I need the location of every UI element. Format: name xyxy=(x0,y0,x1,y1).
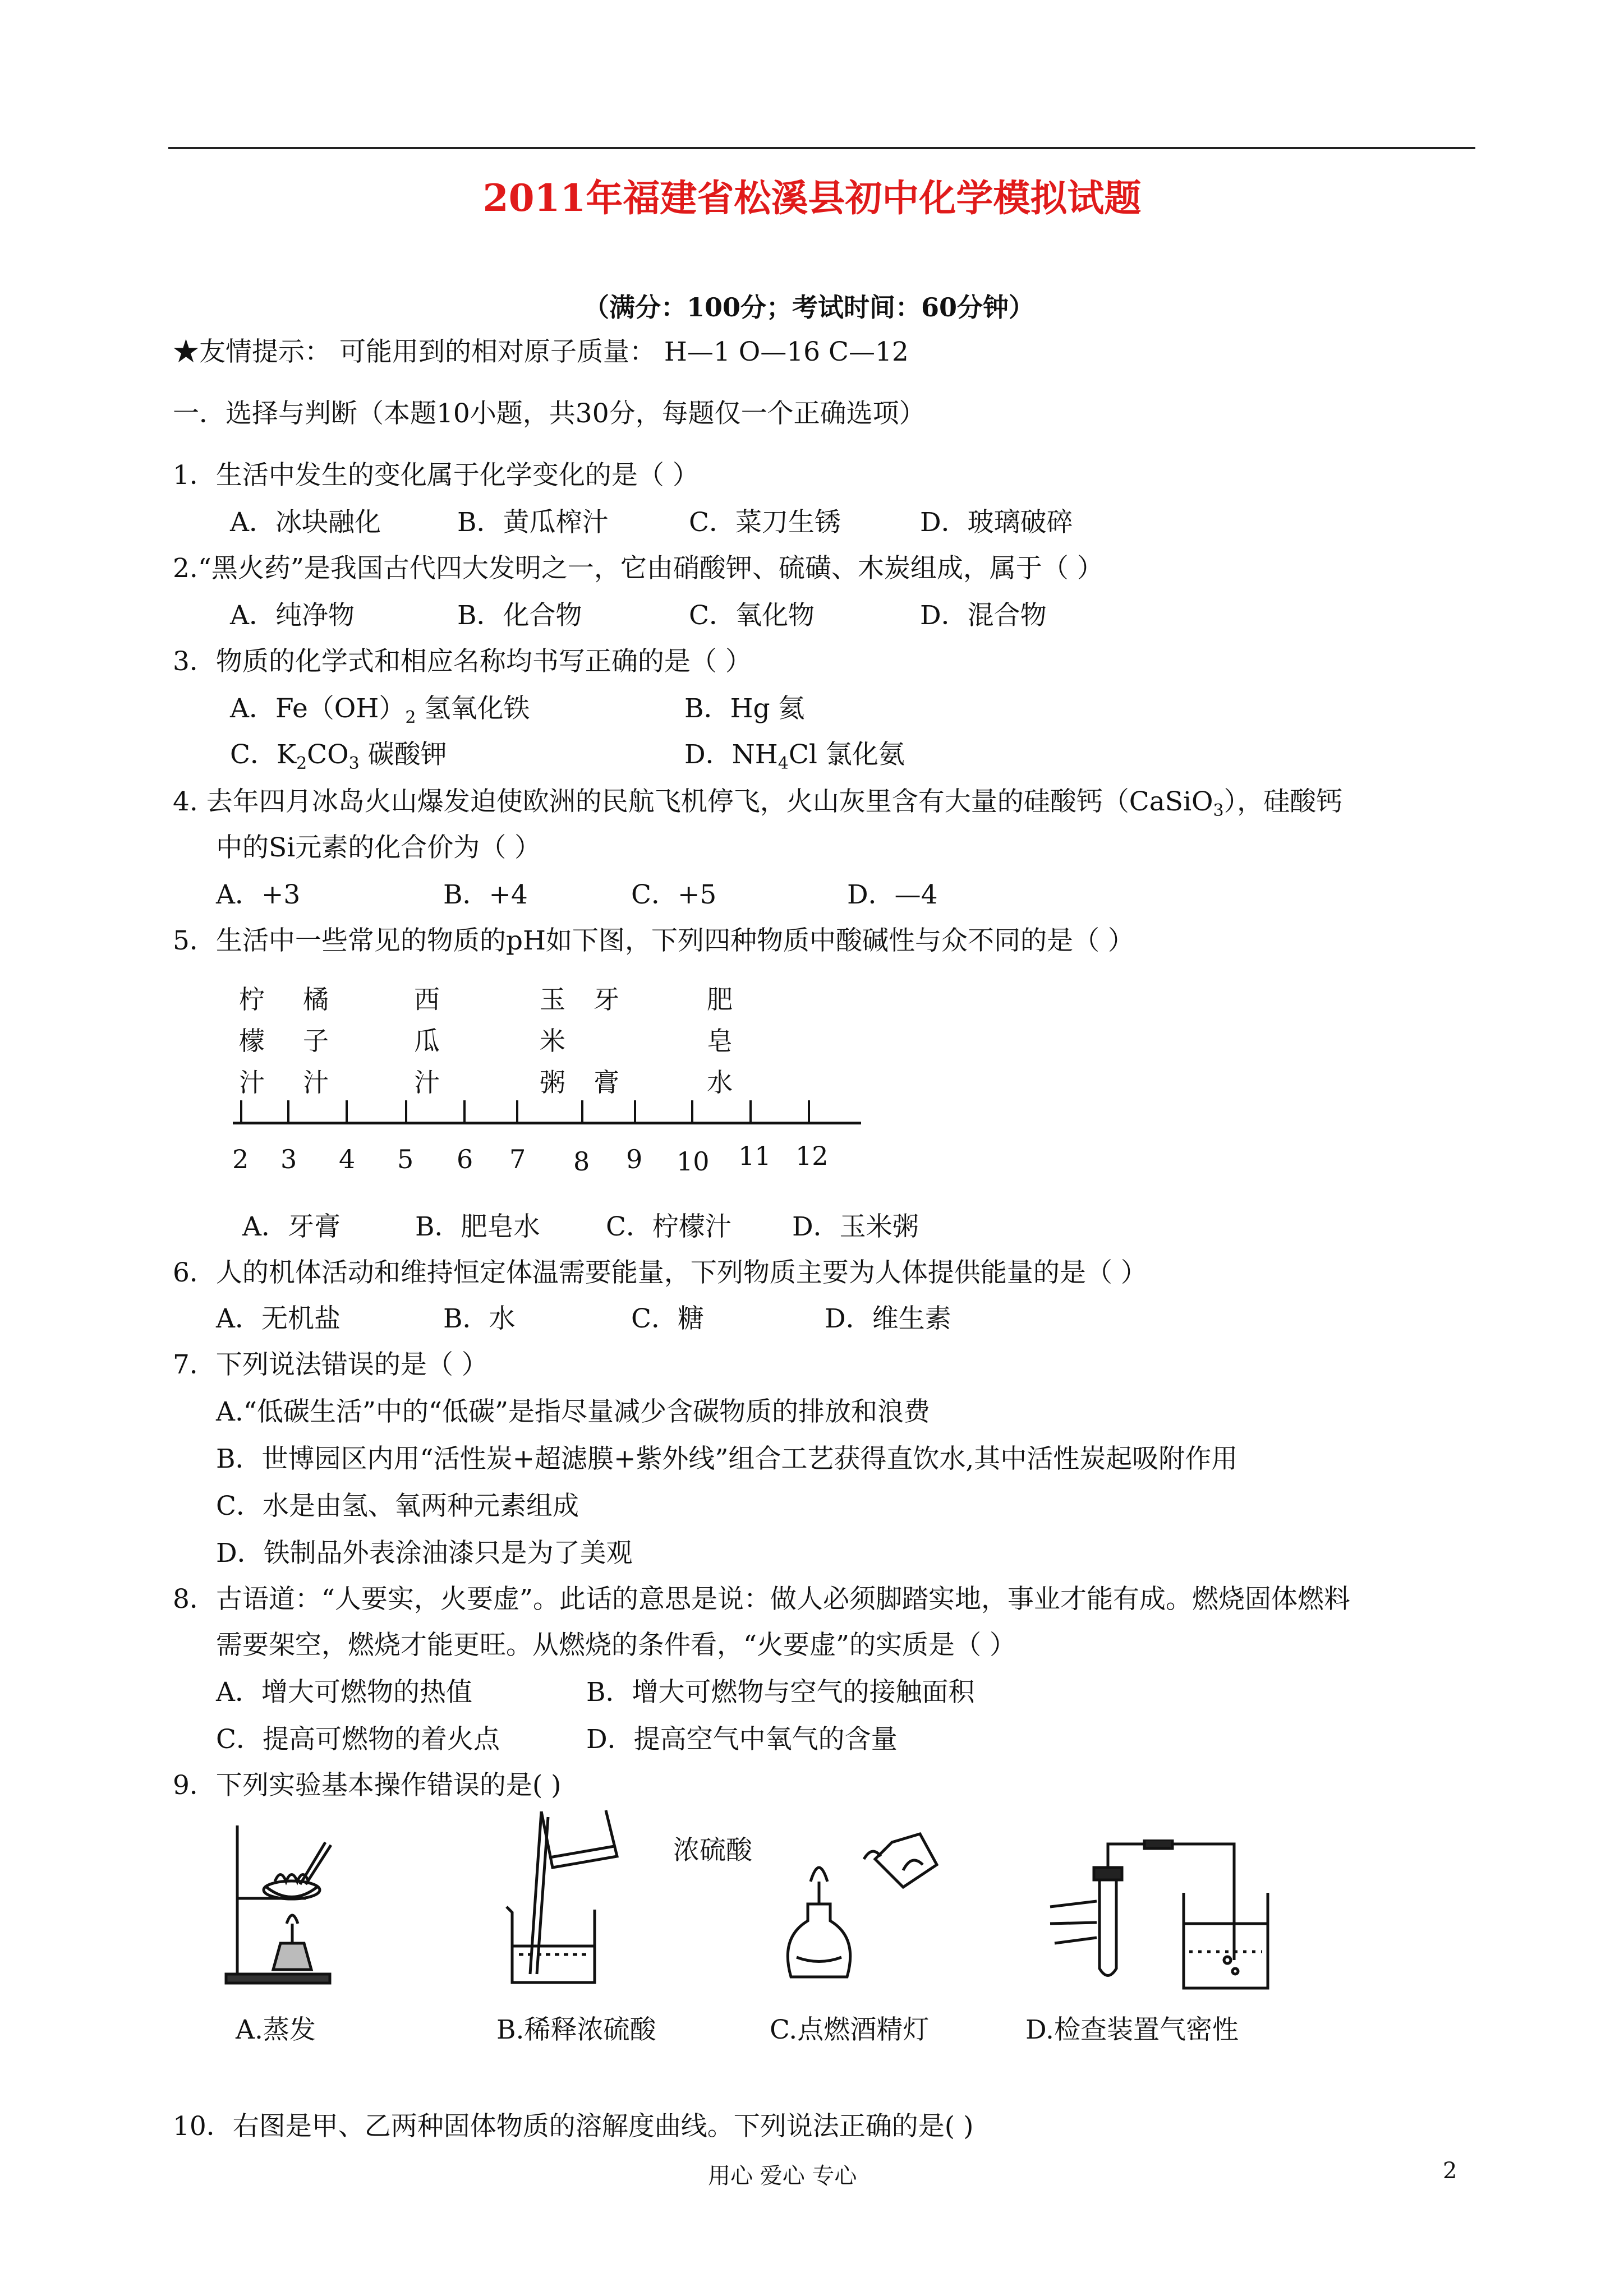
ph-label-watermelon-1: 西 xyxy=(414,984,440,1015)
q5-option-c: C．柠檬汁 xyxy=(606,1211,732,1242)
ph-tick xyxy=(749,1100,752,1123)
q2-option-c: C．氧化物 xyxy=(689,600,815,631)
q7-stem: 7．下列说法错误的是（ ） xyxy=(173,1349,488,1380)
ph-label-watermelon-2: 瓜 xyxy=(414,1026,440,1056)
ph-label-watermelon-3: 汁 xyxy=(414,1067,440,1098)
ph-label-toothpaste-1: 牙 xyxy=(594,984,619,1015)
ph-tick-label: 5 xyxy=(397,1144,414,1174)
ph-tick-label: 12 xyxy=(795,1141,829,1171)
q6-option-c: C．糖 xyxy=(631,1303,704,1334)
ph-label-orange-1: 橘 xyxy=(303,984,329,1015)
q3-option-c: C．$K_2CO_3$ 碳酸钾 xyxy=(230,739,447,773)
ph-tick xyxy=(463,1100,466,1123)
q1-option-b: B．黄瓜榨汁 xyxy=(457,507,609,538)
ph-label-soap-3: 水 xyxy=(707,1067,733,1098)
q8-option-b: B．增大可燃物与空气的接触面积 xyxy=(586,1677,975,1708)
page-number: 2 xyxy=(1443,2158,1457,2184)
q2-option-d: D．混合物 xyxy=(920,600,1047,631)
ph-label-lemon-2: 檬 xyxy=(239,1026,265,1056)
q9-caption-c: C.点燃酒精灯 xyxy=(770,2014,930,2045)
ph-tick xyxy=(581,1100,583,1123)
q8-option-a: A．增大可燃物的热值 xyxy=(216,1677,472,1708)
q4-option-b: B．+4 xyxy=(443,879,528,910)
dilute-acid-figure xyxy=(496,1806,676,1991)
q4-option-d: D．—4 xyxy=(847,879,938,910)
q5-option-d: D．玉米粥 xyxy=(792,1211,919,1242)
q9-caption-d: D.检查装置气密性 xyxy=(1025,2014,1239,2045)
tip-line: ★友情提示： 可能用到的相对原子质量： H—1 O—16 C—12 xyxy=(173,336,909,367)
ph-label-toothpaste-3: 膏 xyxy=(594,1067,619,1098)
header-rule xyxy=(168,147,1475,149)
q3-option-a: A．$Fe(OH)_2$ 氢氧化铁 xyxy=(230,693,530,727)
q8-stem-line2: 需要架空，燃烧才能更旺。从燃烧的条件看，“火要虚”的实质是（ ） xyxy=(216,1630,1016,1661)
q2-stem: 2.“黑火药”是我国古代四大发明之一，它由硝酸钾、硫磺、木炭组成，属于（ ） xyxy=(173,553,1103,584)
ph-tick xyxy=(405,1100,407,1123)
ph-tick-label: 8 xyxy=(573,1146,590,1177)
q8-stem-line1: 8．古语道：“人要实，火要虚”。此话的意思是说：做人必须脚踏实地，事业才能有成。燃烧固体燃料 xyxy=(173,1584,1350,1615)
ph-tick-label: 7 xyxy=(509,1144,526,1174)
q8-option-d: D．提高空气中氧气的含量 xyxy=(586,1724,898,1755)
airtightness-check-figure xyxy=(1049,1839,1285,1997)
q1-option-d: D．玻璃破碎 xyxy=(920,507,1073,538)
q6-option-d: D．维生素 xyxy=(825,1303,951,1334)
q5-stem: 5．生活中一些常见的物质的pH如下图，下列四种物质中酸碱性与众不同的是（ ） xyxy=(173,925,1134,956)
ph-label-porridge-2: 米 xyxy=(540,1026,565,1056)
footer-slogan: 用心 爱心 专心 xyxy=(708,2163,857,2189)
q1-option-a: A．冰块融化 xyxy=(230,507,381,538)
q4-stem-line1: 4. 去年四月冰岛火山爆发迫使欧洲的民航飞机停飞，火山灰里含有大量的硅酸钙（CaSiO$_3$），硅酸钙 xyxy=(173,786,1343,820)
section-heading: 一．选择与判断（本题10小题，共30分，每题仅一个正确选项） xyxy=(173,398,926,429)
q9-caption-b: B.稀释浓硫酸 xyxy=(496,2014,656,2045)
q10-stem: 10．右图是甲、乙两种固体物质的溶解度曲线。下列说法正确的是( ) xyxy=(173,2111,974,2142)
exam-info: （满分：100分；考试时间：60分钟） xyxy=(583,292,1035,322)
q6-stem: 6．人的机体活动和维持恒定体温需要能量，下列物质主要为人体提供能量的是（ ） xyxy=(173,1257,1147,1288)
evaporation-apparatus-figure xyxy=(222,1823,339,1991)
ph-label-lemon-3: 汁 xyxy=(239,1067,265,1098)
ph-tick xyxy=(691,1100,693,1123)
acid-label: 浓硫酸 xyxy=(673,1835,752,1866)
alcohol-lamp-figure xyxy=(769,1825,959,1994)
q2-option-a: A．纯净物 xyxy=(230,600,355,631)
q3-option-d: D．$NH_4Cl$ 氯化氨 xyxy=(684,739,905,773)
ph-label-soap-2: 皂 xyxy=(707,1026,733,1056)
q7-option-c: C．水是由氢、氧两种元素组成 xyxy=(216,1491,579,1522)
ph-label-orange-2: 子 xyxy=(303,1026,329,1056)
page-title: 2011年福建省松溪县初中化学模拟试题 xyxy=(482,176,1142,220)
ph-tick-label: 6 xyxy=(457,1144,473,1174)
q5-option-a: A．牙膏 xyxy=(242,1211,341,1242)
ph-tick xyxy=(287,1100,289,1123)
q4-option-a: A．+3 xyxy=(216,879,301,910)
ph-label-orange-3: 汁 xyxy=(303,1067,329,1098)
ph-tick-label: 9 xyxy=(626,1144,643,1174)
ph-tick xyxy=(240,1100,242,1123)
q2-option-b: B．化合物 xyxy=(457,600,582,631)
ph-tick-label: 2 xyxy=(232,1144,249,1174)
q6-option-a: A．无机盐 xyxy=(216,1303,341,1334)
ph-tick-label: 10 xyxy=(677,1146,710,1177)
q6-option-b: B．水 xyxy=(443,1303,516,1334)
ph-tick xyxy=(516,1100,518,1123)
ph-label-porridge-3: 粥 xyxy=(540,1067,565,1098)
q7-option-d: D．铁制品外表涂油漆只是为了美观 xyxy=(216,1538,633,1569)
q7-option-b: B．世博园区内用“活性炭+超滤膜+紫外线”组合工艺获得直饮水,其中活性炭起吸附作用 xyxy=(216,1444,1238,1474)
ph-tick xyxy=(634,1100,636,1123)
ph-axis-line xyxy=(233,1122,861,1124)
q4-option-c: C．+5 xyxy=(631,879,717,910)
q1-option-c: C．菜刀生锈 xyxy=(689,507,841,538)
q1-stem: 1．生活中发生的变化属于化学变化的是（ ） xyxy=(173,460,699,491)
ph-label-lemon-1: 柠 xyxy=(239,984,265,1015)
q5-option-b: B．肥皂水 xyxy=(415,1211,540,1242)
q9-caption-a: A.蒸发 xyxy=(236,2014,316,2045)
q7-option-a: A.“低碳生活”中的“低碳”是指尽量减少含碳物质的排放和浪费 xyxy=(216,1396,930,1427)
q3-option-b: B．Hg 氦 xyxy=(684,693,805,724)
ph-tick-label: 3 xyxy=(280,1144,297,1174)
ph-label-porridge-1: 玉 xyxy=(540,984,565,1015)
ph-tick-label: 4 xyxy=(339,1144,356,1174)
ph-label-soap-1: 肥 xyxy=(707,984,733,1015)
ph-tick xyxy=(808,1100,810,1123)
q3-stem: 3．物质的化学式和相应名称均书写正确的是（ ） xyxy=(173,646,752,677)
q9-stem: 9．下列实验基本操作错误的是( ) xyxy=(173,1770,562,1801)
ph-tick-label: 11 xyxy=(738,1141,771,1171)
ph-tick xyxy=(346,1100,348,1123)
q4-stem-line2: 中的Si元素的化合价为（ ） xyxy=(216,832,541,863)
q8-option-c: C．提高可燃物的着火点 xyxy=(216,1724,500,1755)
